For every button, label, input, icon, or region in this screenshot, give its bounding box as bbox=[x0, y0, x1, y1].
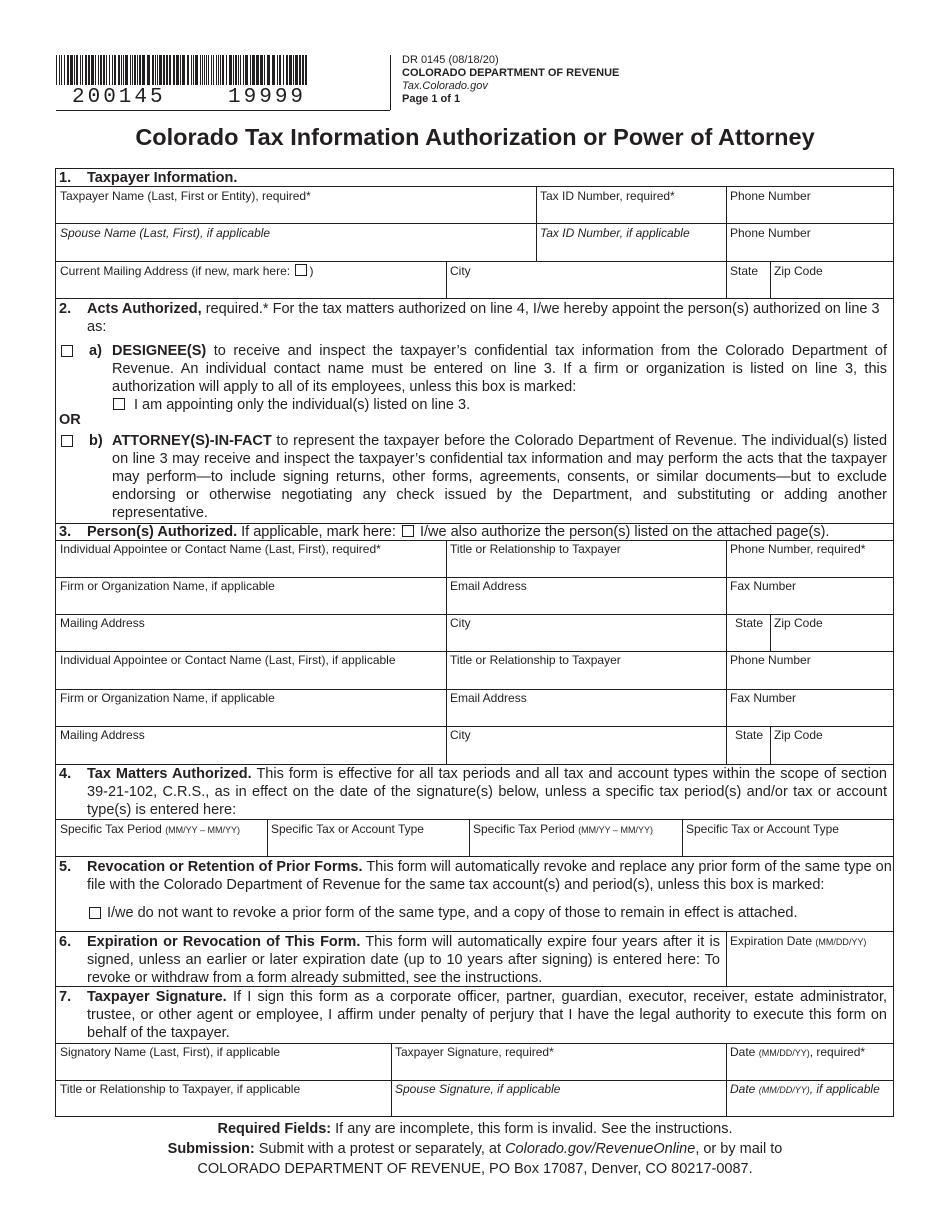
section6-text: Expiration or Revocation of This Form. This form will automatically expire four years after it is signed, unless an earlier or later expiration date (up to 10 years after signing) is entered here: To revoke or withdraw from a form already submitted, see the instructions. bbox=[87, 934, 720, 986]
mailing1-field[interactable]: Mailing Address bbox=[60, 616, 145, 630]
spouse-signature-field[interactable]: Spouse Signature, if applicable bbox=[395, 1082, 561, 1096]
state-field[interactable]: State bbox=[730, 264, 759, 278]
tax-type1-field[interactable]: Specific Tax or Account Type bbox=[271, 822, 424, 836]
city-field[interactable]: City bbox=[450, 264, 471, 278]
website-link[interactable]: Tax.Colorado.gov bbox=[402, 80, 488, 92]
firm2-field[interactable]: Firm or Organization Name, if applicable bbox=[60, 691, 275, 705]
zip1-field[interactable]: Zip Code bbox=[774, 616, 823, 630]
city1-field[interactable]: City bbox=[450, 616, 471, 630]
section4-number: 4. bbox=[59, 766, 72, 782]
revenue-online-link[interactable]: Colorado.gov/RevenueOnline bbox=[505, 1141, 696, 1157]
section2-intro: Acts Authorized, required.* For the tax matters authorized on line 4, I/we hereby appoint the person(s) authorized on line 3 as: bbox=[87, 301, 880, 335]
city2-field[interactable]: City bbox=[450, 728, 471, 742]
spouse-name-field[interactable]: Spouse Name (Last, First), if applicable bbox=[60, 226, 271, 240]
appointee1-title-field[interactable]: Title or Relationship to Taxpayer bbox=[450, 542, 621, 556]
zip-field[interactable]: Zip Code bbox=[774, 264, 823, 278]
taxpayer-signature-field[interactable]: Taxpayer Signature, required* bbox=[395, 1045, 554, 1059]
submission-note: Submission: Submit with a protest or separately, at Colorado.gov/RevenueOnline, or by mail to bbox=[167, 1141, 783, 1157]
designee-text: DESIGNEE(S) to receive and inspect the taxpayer’s confidential tax information from the Colorado Department of Revenue. An individual contact name must be entered on line 3. If a firm or organization is listed on line 3, this authorization will apply to all of its employees, unless this box is marked: bbox=[112, 343, 887, 395]
page-number: Page 1 of 1 bbox=[402, 93, 461, 105]
fax1-field[interactable]: Fax Number bbox=[730, 579, 797, 593]
department-name: COLORADO DEPARTMENT OF REVENUE bbox=[402, 67, 620, 79]
section3-intro: Person(s) Authorized. If applicable, mark here: I/we also authorize the person(s) listed on the attached page(s). bbox=[87, 524, 830, 540]
mailing2-field[interactable]: Mailing Address bbox=[60, 728, 145, 742]
appointee2-title-field[interactable]: Title or Relationship to Taxpayer bbox=[450, 653, 621, 667]
section1-number: 1. bbox=[59, 170, 72, 186]
firm1-field[interactable]: Firm or Organization Name, if applicable bbox=[60, 579, 275, 593]
state1-field[interactable]: State bbox=[735, 616, 764, 630]
taxpayer-name-field[interactable]: Taxpayer Name (Last, First or Entity), required* bbox=[60, 189, 311, 203]
attorney-checkbox[interactable] bbox=[61, 435, 73, 447]
section6-number: 6. bbox=[59, 934, 72, 950]
section7-text: Taxpayer Signature. If I sign this form as a corporate officer, partner, guardian, executor, receiver, estate administrator, trustee, or other agent or employee, I affirm under penalty of perjury that I have the legal authority to execute this form on behalf of the taxpayer. bbox=[87, 989, 888, 1041]
individual-only-checkbox[interactable] bbox=[113, 398, 125, 410]
phone-field[interactable]: Phone Number bbox=[730, 189, 811, 203]
option-b-label: b) bbox=[89, 433, 103, 449]
appointee2-phone-field[interactable]: Phone Number bbox=[730, 653, 811, 667]
tax-period2-field[interactable]: Specific Tax Period (MM/YY – MM/YY) bbox=[473, 822, 654, 836]
section2-number: 2. bbox=[59, 301, 72, 317]
form-body bbox=[55, 168, 894, 1117]
tax-type2-field[interactable]: Specific Tax or Account Type bbox=[686, 822, 839, 836]
or-label: OR bbox=[59, 412, 81, 428]
signature-date-field[interactable]: Date (MM/DD/YY), required* bbox=[730, 1045, 866, 1059]
signatory-title-field[interactable]: Title or Relationship to Taxpayer, if applicable bbox=[60, 1082, 301, 1096]
individual-only-label: I am appointing only the individual(s) listed on line 3. bbox=[134, 397, 471, 413]
required-fields-note: Required Fields: If any are incomplete, this form is invalid. See the instructions. bbox=[217, 1121, 733, 1137]
fax2-field[interactable]: Fax Number bbox=[730, 691, 797, 705]
designee-checkbox[interactable] bbox=[61, 345, 73, 357]
appointee1-phone-field[interactable]: Phone Number, required* bbox=[730, 542, 866, 556]
appointee2-name-field[interactable]: Individual Appointee or Contact Name (Last, First), if applicable bbox=[60, 653, 396, 667]
option-a-label: a) bbox=[89, 343, 102, 359]
retain-prior-label: I/we do not want to revoke a prior form of the same type, and a copy of those to remain in effect is attached. bbox=[107, 905, 798, 921]
section5-number: 5. bbox=[59, 859, 72, 875]
barcode-number: 200145 19999 bbox=[72, 86, 307, 109]
mailing-address-note: COLORADO DEPARTMENT OF REVENUE, PO Box 17087, Denver, CO 80217-0087. bbox=[197, 1161, 753, 1177]
footer bbox=[0, 1119, 950, 1179]
new-address-checkbox[interactable] bbox=[295, 264, 307, 276]
expiration-date-field[interactable]: Expiration Date (MM/DD/YY) bbox=[730, 934, 867, 948]
attorney-text: ATTORNEY(S)-IN-FACT to represent the taxpayer before the Colorado Department of Revenue. The individual(s) listed on line 3 may receive and inspect the taxpayer’s confidential tax information and may perform the acts that the taxpayer may perform—to include signing returns, other forms, agreements, consents, or similar documents—but to exclude endorsing or otherwise negotiating any check issued by the Department, and substituting or adding another representative. bbox=[112, 433, 888, 521]
tax-id-field[interactable]: Tax ID Number, required* bbox=[540, 189, 675, 203]
signatory-name-field[interactable]: Signatory Name (Last, First), if applicable bbox=[60, 1045, 281, 1059]
mailing-address-field[interactable]: Current Mailing Address (if new, mark here: ) bbox=[60, 264, 314, 278]
header-rule bbox=[56, 110, 390, 111]
page-title: Colorado Tax Information Authorization or Power of Attorney bbox=[135, 124, 815, 150]
spouse-phone-field[interactable]: Phone Number bbox=[730, 226, 811, 240]
section3-number: 3. bbox=[59, 524, 72, 540]
email2-field[interactable]: Email Address bbox=[450, 691, 527, 705]
attached-pages-checkbox[interactable] bbox=[402, 525, 414, 537]
spouse-date-field[interactable]: Date (MM/DD/YY), if applicable bbox=[730, 1082, 880, 1096]
form-header-info bbox=[402, 54, 619, 106]
tax-period1-field[interactable]: Specific Tax Period (MM/YY – MM/YY) bbox=[60, 822, 241, 836]
form-id: DR 0145 (08/18/20) bbox=[402, 54, 499, 66]
barcode bbox=[56, 55, 310, 85]
section5-text: Revocation or Retention of Prior Forms. This form will automatically revoke and replace any prior form of the same type on file with the Colorado Department of Revenue for the same tax account(s) and period(s), unless this box is marked: bbox=[87, 859, 892, 893]
appointee1-name-field[interactable]: Individual Appointee or Contact Name (Last, First), required* bbox=[60, 542, 381, 556]
section1-heading: Taxpayer Information. bbox=[87, 170, 238, 186]
retain-prior-checkbox[interactable] bbox=[89, 907, 101, 919]
spouse-tax-id-field[interactable]: Tax ID Number, if applicable bbox=[540, 226, 690, 240]
header-divider bbox=[390, 55, 391, 110]
state2-field[interactable]: State bbox=[735, 728, 764, 742]
zip2-field[interactable]: Zip Code bbox=[774, 728, 823, 742]
section4-text: Tax Matters Authorized. This form is effective for all tax periods and all tax and account types within the scope of section 39-21-102, C.R.S., as in effect on the date of the signature(s) below, unless a specific tax period(s) and/or tax or account type(s) is entered here: bbox=[87, 766, 887, 818]
email1-field[interactable]: Email Address bbox=[450, 579, 527, 593]
section7-number: 7. bbox=[59, 989, 72, 1005]
